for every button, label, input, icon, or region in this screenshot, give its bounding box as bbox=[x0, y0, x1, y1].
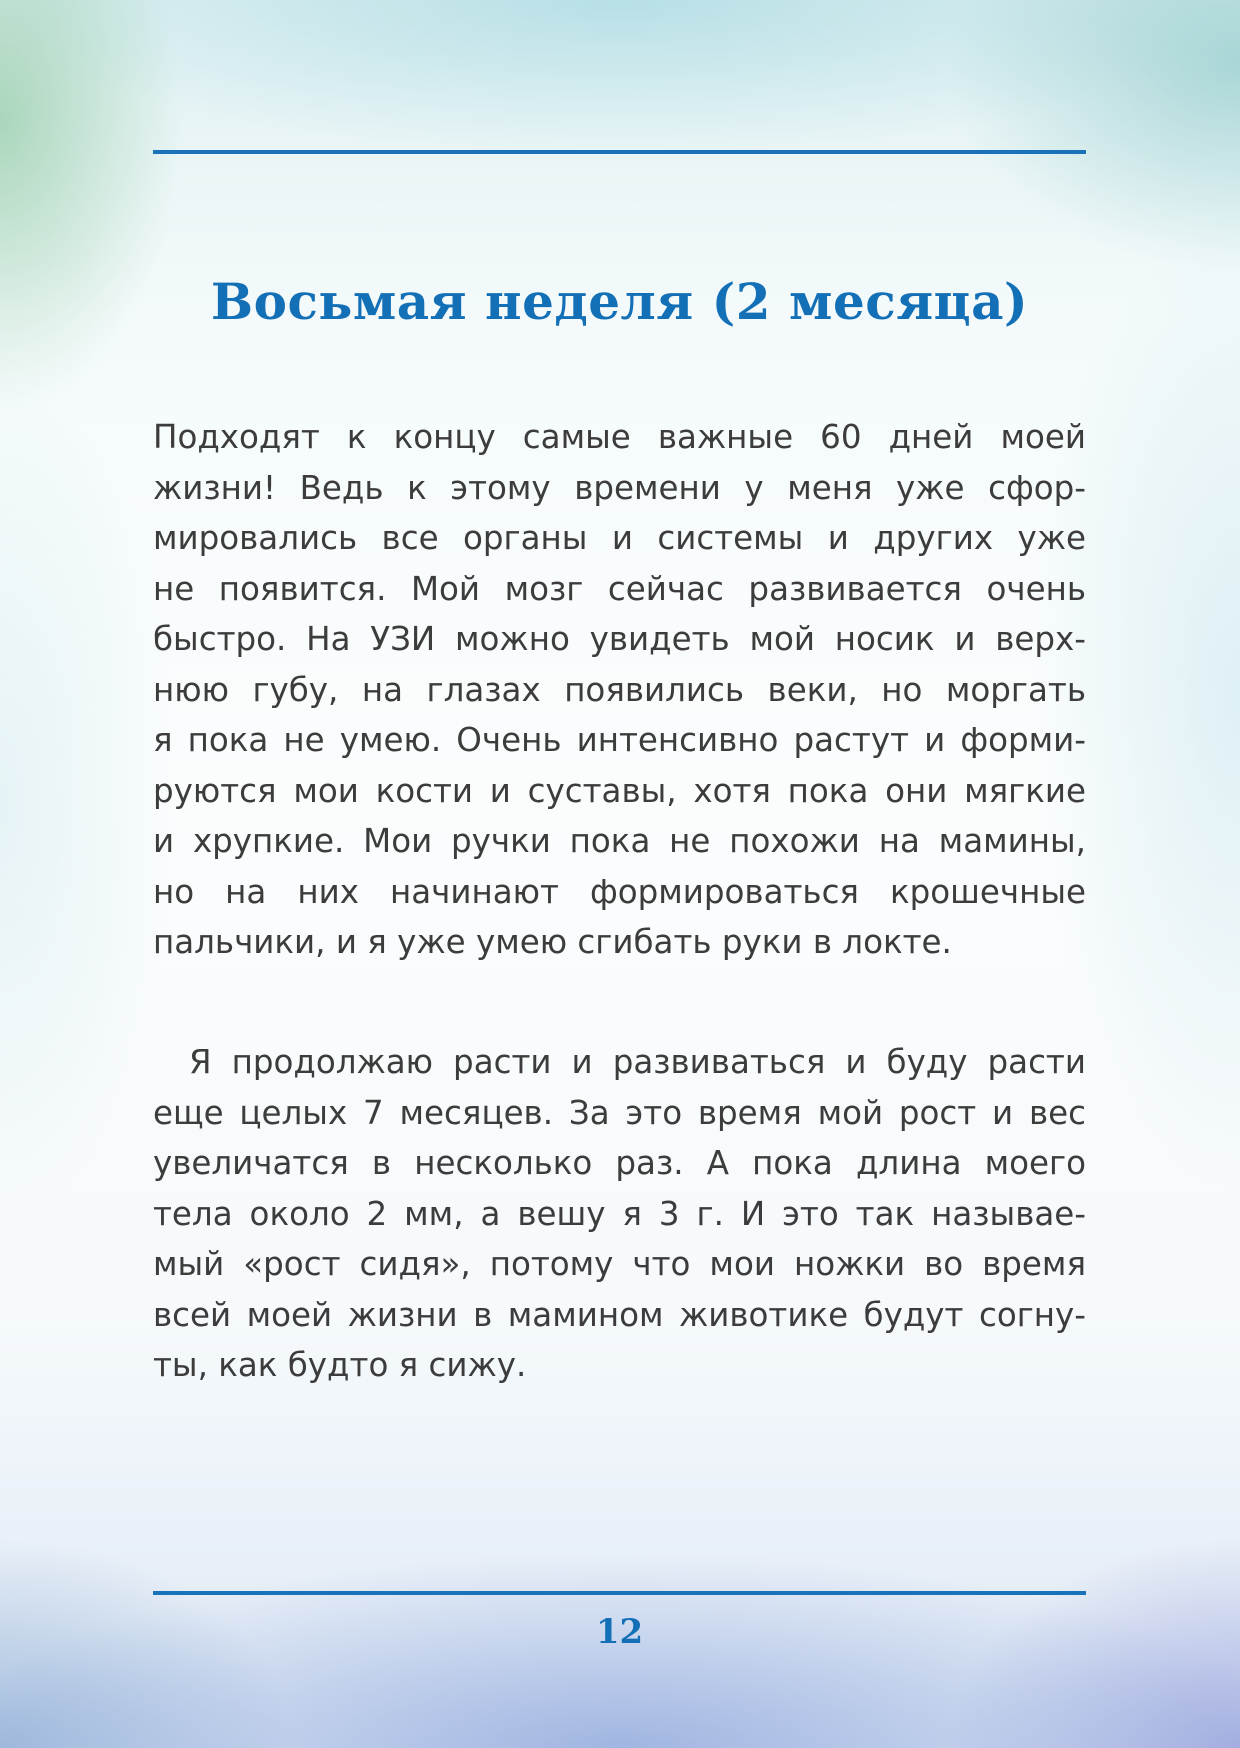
paragraph-1-line: мировались все органы и системы и других уже bbox=[153, 519, 1086, 557]
paragraph-2-line: мый «рост сидя», потому что мои ножки во время bbox=[153, 1245, 1086, 1283]
paragraph-1-line: но на них начинают формироваться крошечные bbox=[153, 872, 1086, 911]
bottom-divider bbox=[153, 1591, 1086, 1595]
paragraph-1-line: я пока не умею. Очень интенсивно растут и форми- bbox=[153, 721, 1086, 759]
paragraph-2-line: тела около 2 мм, а вешу я 3 г. И это так называе- bbox=[153, 1194, 1086, 1233]
paragraph-2-line: еще целых 7 месяцев. За это время мой рост и вес bbox=[153, 1093, 1086, 1132]
paragraph-2-line: увеличатся в несколько раз. А пока длина моего bbox=[153, 1144, 1086, 1182]
paragraph-2-line: ты, как будто я сижу. bbox=[153, 1346, 527, 1384]
paragraph-1-line: нюю губу, на глазах появились веки, но моргать bbox=[153, 670, 1086, 709]
top-divider bbox=[153, 150, 1086, 154]
paragraph-1 bbox=[153, 412, 1086, 968]
paragraph-2-line: Я продолжаю расти и развиваться и буду расти bbox=[189, 1043, 1086, 1081]
paragraph-2-line: всей моей жизни в мамином животике будут согну- bbox=[153, 1295, 1086, 1334]
paragraph-1-line: жизни! Ведь к этому времени у меня уже сфор- bbox=[153, 468, 1086, 507]
paragraph-1-line: быстро. На УЗИ можно увидеть мой носик и верх- bbox=[153, 620, 1086, 658]
paragraph-1-line: руются мои кости и суставы, хотя пока они мягкие bbox=[153, 771, 1086, 810]
paragraph-1-line: и хрупкие. Мои ручки пока не похожи на мамины, bbox=[153, 822, 1086, 860]
page-title: Восьмая неделя (2 месяца) bbox=[210, 272, 1029, 331]
paragraph-1-line: Подходят к концу самые важные 60 дней моей bbox=[153, 418, 1086, 456]
paragraph-1-line: не появится. Мой мозг сейчас развивается очень bbox=[153, 569, 1086, 608]
page-number: 12 bbox=[595, 1612, 644, 1652]
paragraph-1-line: пальчики, и я уже умею сгибать руки в локте. bbox=[153, 923, 952, 961]
paragraph-2 bbox=[153, 1037, 1086, 1391]
